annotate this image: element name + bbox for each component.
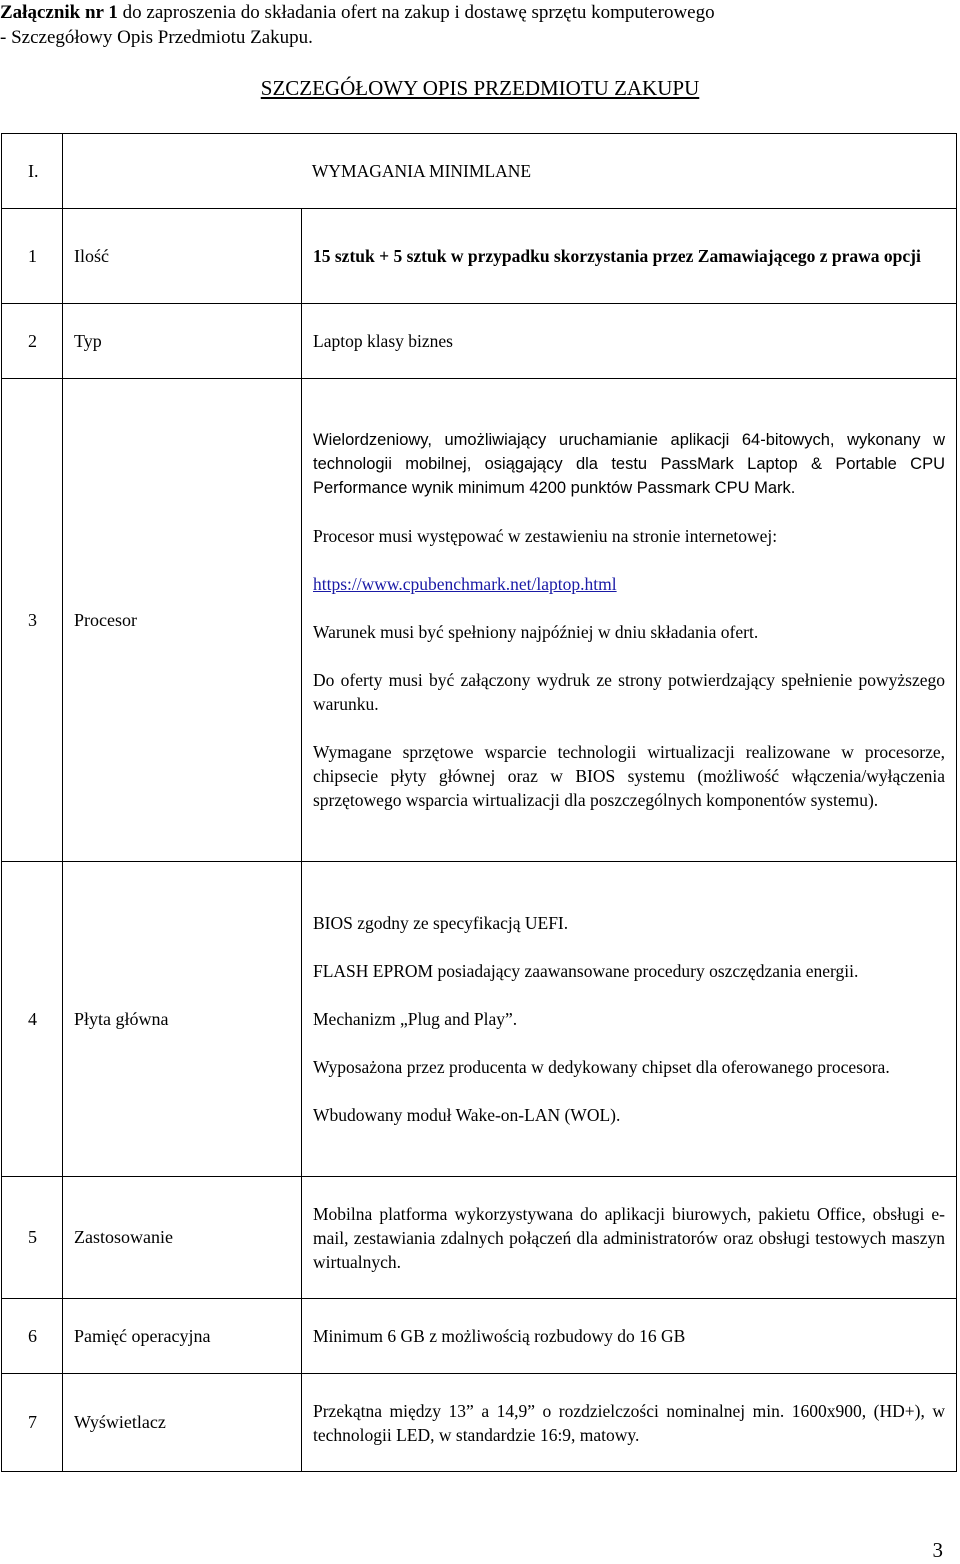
row-description: 15 sztuk + 5 sztuk w przypadku skorzystania przez Zamawiającego z prawa opcji xyxy=(302,209,957,304)
row-description: Laptop klasy biznes xyxy=(302,304,957,379)
table-row xyxy=(2,1374,957,1472)
row-name: Typ xyxy=(63,304,302,379)
section-header-row xyxy=(2,134,957,209)
table-row xyxy=(2,1177,957,1299)
cpubenchmark-link[interactable]: https://www.cpubenchmark.net/laptop.html xyxy=(313,574,617,594)
table-row xyxy=(2,379,957,862)
row-number: 5 xyxy=(2,1177,63,1299)
row-number: 3 xyxy=(2,379,63,862)
row-description: Przekątna między 13” a 14,9” o rozdzielczości nominalnej min. 1600x900, (HD+), w technologii LED, w standardzie 16:9, matowy. xyxy=(302,1374,957,1472)
row-number: 7 xyxy=(2,1374,63,1472)
row-number: 4 xyxy=(2,862,63,1177)
row-name: Zastosowanie xyxy=(63,1177,302,1299)
attachment-description: do zaproszenia do składania ofert na zakup i dostawę sprzętu komputerowego xyxy=(117,2,715,23)
table-row xyxy=(2,209,957,304)
table-row xyxy=(2,862,957,1177)
spec-table xyxy=(1,133,957,1472)
section-label: WYMAGANIA MINIMLANE xyxy=(63,134,957,209)
row-number: 2 xyxy=(2,304,63,379)
table-row xyxy=(2,304,957,379)
row-number: 6 xyxy=(2,1299,63,1374)
row-number: 1 xyxy=(2,209,63,304)
row-description: Mobilna platforma wykorzystywana do aplikacji biurowych, pakietu Office, obsługi e-mail, zestawiania zdalnych połączeń dla administratorów oraz obsługi testowych maszyn wirtualnych. xyxy=(302,1177,957,1299)
row-name: Pamięć operacyjna xyxy=(63,1299,302,1374)
row-name: Płyta główna xyxy=(63,862,302,1177)
row-description: Wielordzeniowy, umożliwiający uruchamianie aplikacji 64-bitowych, wykonany w technologii mobilnej, osiągający dla testu PassMark Laptop & Portable CPU Performance wynik minimum 4200 punktów Passmark CPU Mark. Procesor musi występować w zestawieniu na stronie internetowej: https://www.cpubenchmark.net/laptop.html Warunek musi być spełniony najpóźniej w dniu składania ofert. Do oferty musi być załączony wydruk ze strony potwierdzający spełnienie powyższego warunku. Wymagane sprzętowe wsparcie technologii wirtualizacji realizowane w procesorze, chipsecie płyty głównej oraz w BIOS systemu (możliwość włączenia/wyłączenia sprzętowego wsparcia wirtualizacji dla poszczególnych komponentów systemu). xyxy=(302,379,957,862)
page-number: 3 xyxy=(932,1538,943,1562)
document-header xyxy=(0,0,950,50)
attachment-label: Załącznik nr 1 xyxy=(0,2,118,23)
row-name: Wyświetlacz xyxy=(63,1374,302,1472)
table-row xyxy=(2,1299,957,1374)
document-title: SZCZEGÓŁOWY OPIS PRZEDMIOTU ZAKUPU xyxy=(260,76,700,100)
row-name: Procesor xyxy=(63,379,302,862)
section-number: I. xyxy=(2,134,63,209)
row-name: Ilość xyxy=(63,209,302,304)
row-description: Minimum 6 GB z możliwością rozbudowy do 16 GB xyxy=(302,1299,957,1374)
attachment-description-cont: - Szczegółowy Opis Przedmiotu Zakupu. xyxy=(0,27,313,48)
row-description: BIOS zgodny ze specyfikacją UEFI. FLASH EPROM posiadający zaawansowane procedury oszczędzania energii. Mechanizm „Plug and Play”. Wyposażona przez producenta w dedykowany chipset dla oferowanego procesora. Wbudowany moduł Wake-on-LAN (WOL). xyxy=(302,862,957,1177)
